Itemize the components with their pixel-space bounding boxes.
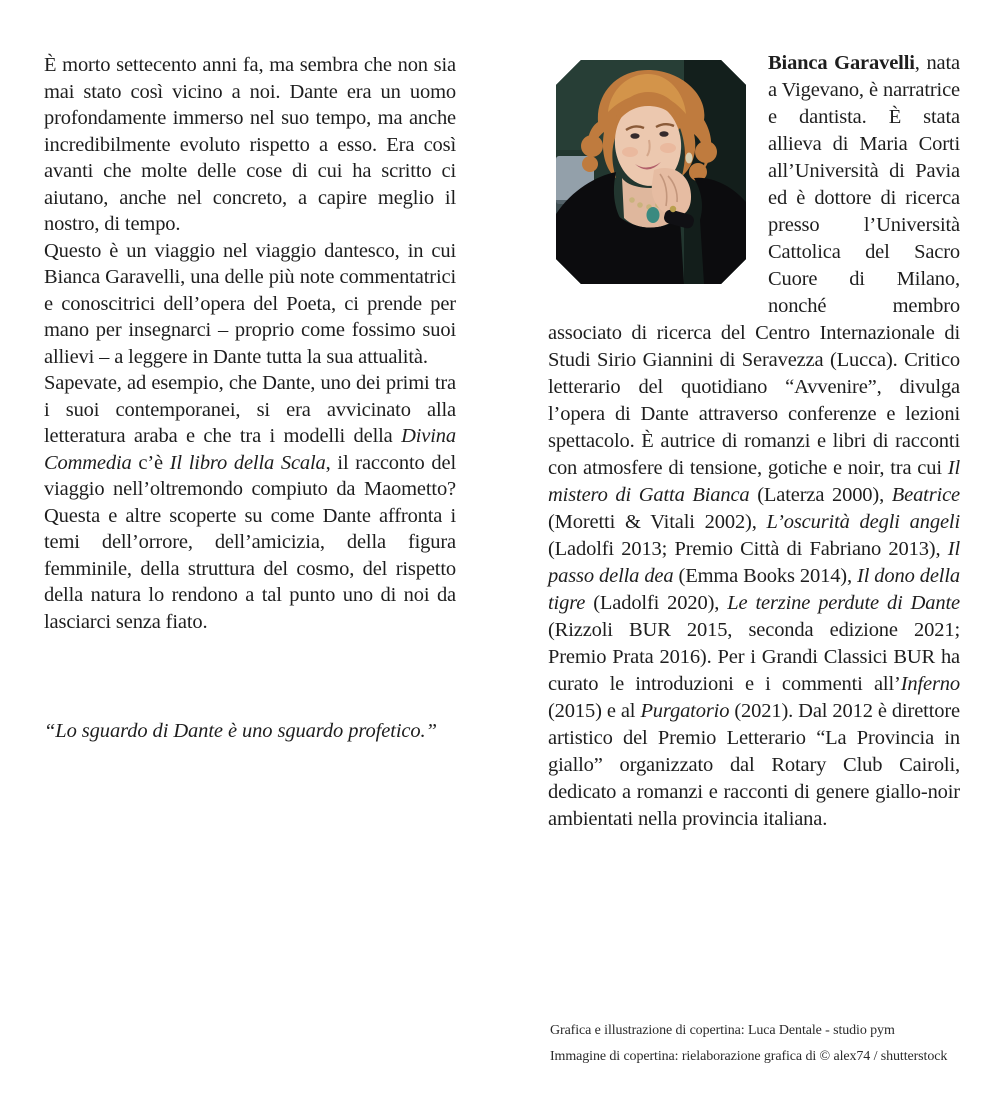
author-photo: [556, 60, 746, 284]
flap-paragraph-2: Questo è un viaggio nel viaggio dantesco, in cui Bianca Garavelli, una delle più note commentatrici e conoscitrici dell’opera del Poeta, ci prende per mano per insegnarci – proprio come fossimo suoi allievi – a leggere in Dante tutta la sua attualità.: [44, 239, 456, 368]
credit-line-graphics: Grafica e illustrazione di copertina: Luca Dentale - studio pym: [550, 1023, 895, 1038]
dante-quote: “Lo sguardo di Dante è uno sguardo profetico.”: [44, 720, 437, 742]
cover-credits: [550, 1018, 984, 1070]
flap-paragraph-1: È morto settecento anni fa, ma sembra che non sia mai stato così vicino a noi. Dante era un uomo profondamente immerso nel suo tempo, ma anche incredibilmente evoluto rispetto a esso. Era così avanti che molte delle cose di cui ha scritto ci aiutano, anche nel concreto, a capire meglio il nostro, di tempo.: [44, 54, 456, 235]
credit-line-image: Immagine di copertina: rielaborazione grafica di © alex74 / shutterstock: [550, 1049, 948, 1064]
author-portrait-image: [556, 60, 746, 284]
left-flap-text: [44, 52, 456, 635]
author-bio: [548, 50, 960, 833]
author-bio-text: Bianca Garavelli, nata a Vigevano, è narratrice e dantista. È stata allieva di Maria Corti all’Università di Pavia ed è dottore di ricerca presso l’Università Cattolica del Sacro Cuore di Milano, nonché membro associato di ricerca del Centro Internazionale di Studi Sirio Giannini di Seravezza (Lucca). Critico letterario del quotidiano “Avvenire”, divulga l’opera di Dante attraverso conferenze e lezioni spettacolo. È autrice di romanzi e libri di racconti con atmosfere di tensione, gotiche e noir, tra cui Il mistero di Gatta Bianca (Laterza 2000), Beatrice (Moretti & Vitali 2002), L’oscurità degli angeli (Ladolfi 2013; Premio Città di Fabriano 2013), Il passo della dea (Emma Books 2014), Il dono della tigre (Ladolfi 2020), Le terzine perdute di Dante (Rizzoli BUR 2015, seconda edizione 2021; Premio Prata 2016). Per i Grandi Classici BUR ha curato le introduzioni e i commenti all’Inferno (2015) e al Purgatorio (2021). Dal 2012 è direttore artistico del Premio Letterario “La Provincia in giallo” organizzato dal Rotary Club Cairoli, dedicato a romanzi e racconti di genere giallo-noir ambientati nella provincia italiana.: [548, 52, 961, 830]
right-flap-text: [548, 50, 960, 833]
flap-paragraph-3: Sapevate, ad esempio, che Dante, uno dei primi tra i suoi contemporanei, si era avvicinato alla letteratura araba e che tra i modelli della Divina Commedia c’è Il libro della Scala, il racconto del viaggio nell’oltremondo compiuto da Maometto? Questa e altre scoperte su come Dante affronta i temi dell’orrore, dell’amicizia, della figura femminile, della struttura del cosmo, del rispetto della natura lo rendono a tal punto uno di noi da lasciarci senza fiato.: [44, 372, 456, 633]
